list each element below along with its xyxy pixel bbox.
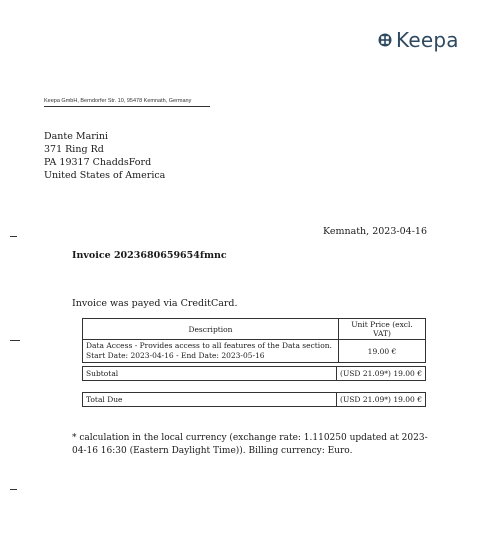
item-description-line2: Start Date: 2023-04-16 - End Date: 2023-05-16 xyxy=(86,351,265,360)
keepa-logo-icon xyxy=(378,33,392,47)
recipient-country: United States of America xyxy=(44,170,166,181)
header-description: Description xyxy=(83,319,339,340)
table-header-row xyxy=(83,319,426,340)
item-price: 19.00 € xyxy=(339,340,426,363)
payment-note: Invoice was payed via CreditCard. xyxy=(72,298,238,309)
table-row xyxy=(83,340,426,363)
invoice-title: Invoice 2023680659654fmnc xyxy=(72,250,227,261)
total-value: (USD 21.09*) 19.00 € xyxy=(337,393,426,407)
item-description-line1: Data Access - Provides access to all features of the Data section. xyxy=(86,341,332,350)
recipient-city: PA 19317 ChaddsFord xyxy=(44,157,152,168)
fold-mark-bottom xyxy=(10,489,17,490)
items-table xyxy=(82,318,426,363)
recipient-address xyxy=(44,130,165,182)
logo-text: Keepa xyxy=(396,28,459,52)
keepa-logo xyxy=(378,28,459,52)
subtotal-row xyxy=(83,367,426,381)
total-label: Total Due xyxy=(83,393,337,407)
total-row xyxy=(83,393,426,407)
subtotal-table xyxy=(82,366,426,381)
recipient-street: 371 Ring Rd xyxy=(44,144,104,155)
currency-footnote: * calculation in the local currency (exchange rate: 1.110250 updated at 2023-04-16 16:30 (Eastern Daylight Time)). Billing currency: Euro. xyxy=(72,433,428,456)
recipient-name: Dante Marini xyxy=(44,131,108,142)
subtotal-label: Subtotal xyxy=(83,367,337,381)
invoice-date: Kemnath, 2023-04-16 xyxy=(322,226,427,237)
punch-mark xyxy=(10,340,20,341)
header-unit-price: Unit Price (excl. VAT) xyxy=(339,319,426,340)
fold-mark-top xyxy=(10,236,17,237)
subtotal-value: (USD 21.09*) 19.00 € xyxy=(337,367,426,381)
total-table xyxy=(82,392,426,407)
sender-address-line: Keepa GmbH, Berndorfer Str. 10, 95478 Kemnath, Germany xyxy=(44,98,210,107)
item-description xyxy=(83,340,339,363)
